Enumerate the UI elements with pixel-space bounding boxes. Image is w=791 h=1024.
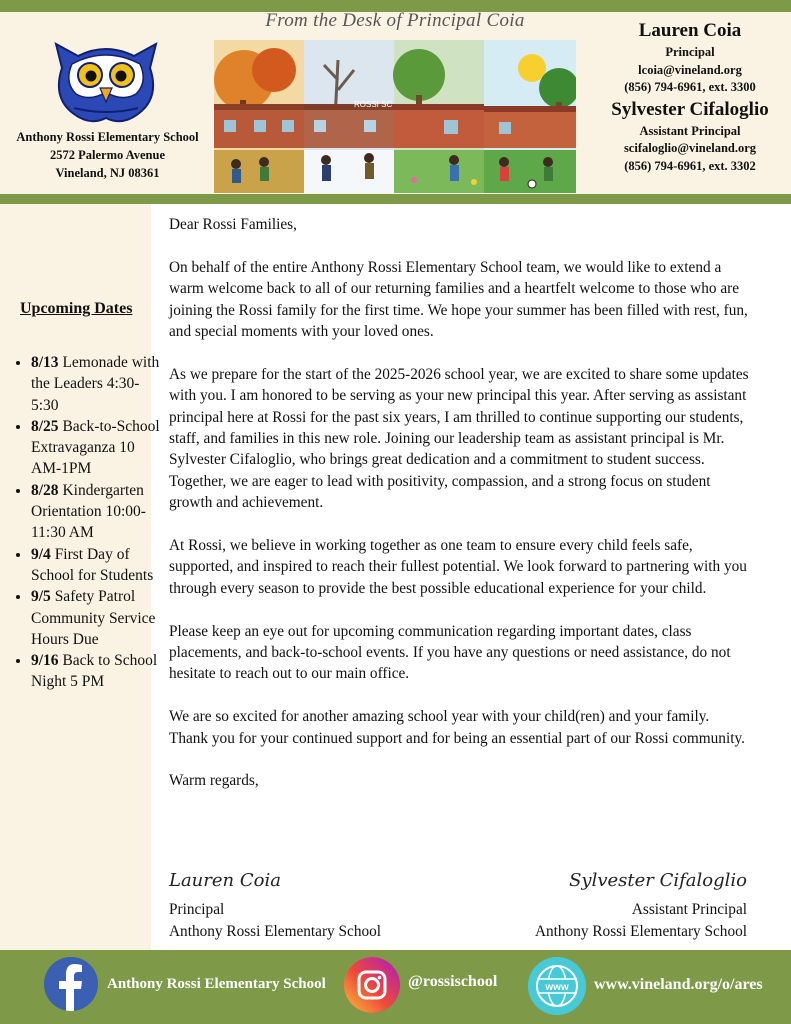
- letter-paragraph: On behalf of the entire Anthony Rossi Elementary School team, we would like to extend a warm welcome back to all of our returning families and a heartfelt welcome to those who are joining the Rossi family for the first time. We hope your summer has been filled with rest, fun, and special moments with your loved ones.: [169, 258, 748, 341]
- assistant-name: Sylvester Cifaloglio: [611, 98, 769, 120]
- list-item: • 9/4 First Day of School for Students: [31, 544, 161, 587]
- principal-email[interactable]: lcoia@vineland.org: [638, 62, 742, 77]
- letter-body: [169, 214, 749, 813]
- instagram-icon[interactable]: [344, 957, 400, 1013]
- contacts-block: [590, 18, 790, 175]
- signature-right-title: Assistant Principal: [631, 901, 747, 919]
- address-city: Vineland, NJ 08361: [55, 166, 160, 180]
- principal-signature: Lauren Coia: [169, 870, 281, 891]
- list-item: • 9/16 Back to School Night 5 PM: [31, 650, 161, 693]
- owl-logo-icon: [52, 38, 160, 126]
- list-item: • 9/5 Safety Patrol Community Service Hours Due: [31, 586, 161, 650]
- website-globe-icon[interactable]: [528, 957, 586, 1015]
- seasons-banner-illustration: [214, 40, 576, 193]
- assistant-email[interactable]: scifaloglio@vineland.org: [623, 141, 757, 155]
- principal-title: Principal: [665, 45, 715, 59]
- list-item: • 8/13 Lemonade with the Leaders 4:30-5:30: [31, 352, 161, 416]
- upcoming-dates-title: Upcoming Dates: [20, 300, 133, 317]
- banner-sign-text: ROSSI SC: [354, 100, 393, 109]
- header-divider-bar: [0, 194, 791, 204]
- signature-right-school: Anthony Rossi Elementary School: [534, 922, 747, 940]
- assistant-phone: (856) 794-6961, ext. 3302: [624, 158, 756, 173]
- signature-left-school: Anthony Rossi Elementary School: [169, 922, 382, 940]
- desk-title: From the Desk of Principal Coia: [265, 10, 525, 31]
- www-icon-text: www: [545, 982, 569, 993]
- website-link[interactable]: www.vineland.org/o/ares: [594, 976, 763, 993]
- upcoming-dates-list: [18, 352, 161, 693]
- facebook-icon[interactable]: [44, 957, 98, 1011]
- letter-greeting: Dear Rossi Families,: [169, 216, 297, 233]
- principal-name: Lauren Coia: [638, 20, 742, 41]
- letter-paragraph: At Rossi, we believe in working together as one team to ensure every child feels safe, supported, and inspired to reach their fullest potential. We look forward to partnering with you through every season to provide the best possible educational experience for your child.: [169, 537, 747, 597]
- signature-right: [535, 870, 747, 942]
- principal-phone: (856) 794-6961, ext. 3300: [624, 80, 756, 94]
- assistant-title: Assistant Principal: [639, 123, 741, 138]
- letter-closing: Warm regards,: [169, 772, 259, 790]
- signature-left-title: Principal: [169, 901, 225, 919]
- assistant-signature: Sylvester Cifaloglio: [569, 870, 747, 891]
- letter-paragraph: Please keep an eye out for upcoming communication regarding important dates, class placements, and back-to-school events. If you have any questions or need assistance, do not hesitate to reach out to our main office.: [169, 622, 731, 683]
- school-name: Anthony Rossi Elementary School: [16, 130, 199, 144]
- letter-paragraph: We are so excited for another amazing school year with your child(ren) and your family. Thank you for your continued support and for being an essential part of our Rossi community.: [169, 708, 745, 747]
- facebook-link[interactable]: Anthony Rossi Elementary School: [107, 976, 326, 992]
- address-street: 2572 Palermo Avenue: [49, 148, 166, 162]
- school-address-block: [0, 128, 215, 182]
- list-item: • 8/25 Back-to-School Extravaganza 10 AM-1PM: [31, 416, 161, 480]
- instagram-handle[interactable]: @rossischool: [408, 973, 498, 990]
- signature-left: [169, 870, 381, 942]
- letter-paragraph: As we prepare for the start of the 2025-2026 school year, we are excited to share some updates with you. I am honored to be serving as your new principal this year. After serving as assistant principal here at Rossi for the past six years, I am thrilled to continue supporting our students, staff, and families in this new role. Joining our leadership team as assistant principal is Mr. Sylvester Cifaloglio, who brings great dedication and a commitment to student success. Together, we are eager to lead with positivity, compassion, and a strong focus on student growth and achievement.: [169, 365, 749, 512]
- list-item: • 8/28 Kindergarten Orientation 10:00-11:30 AM: [31, 480, 161, 544]
